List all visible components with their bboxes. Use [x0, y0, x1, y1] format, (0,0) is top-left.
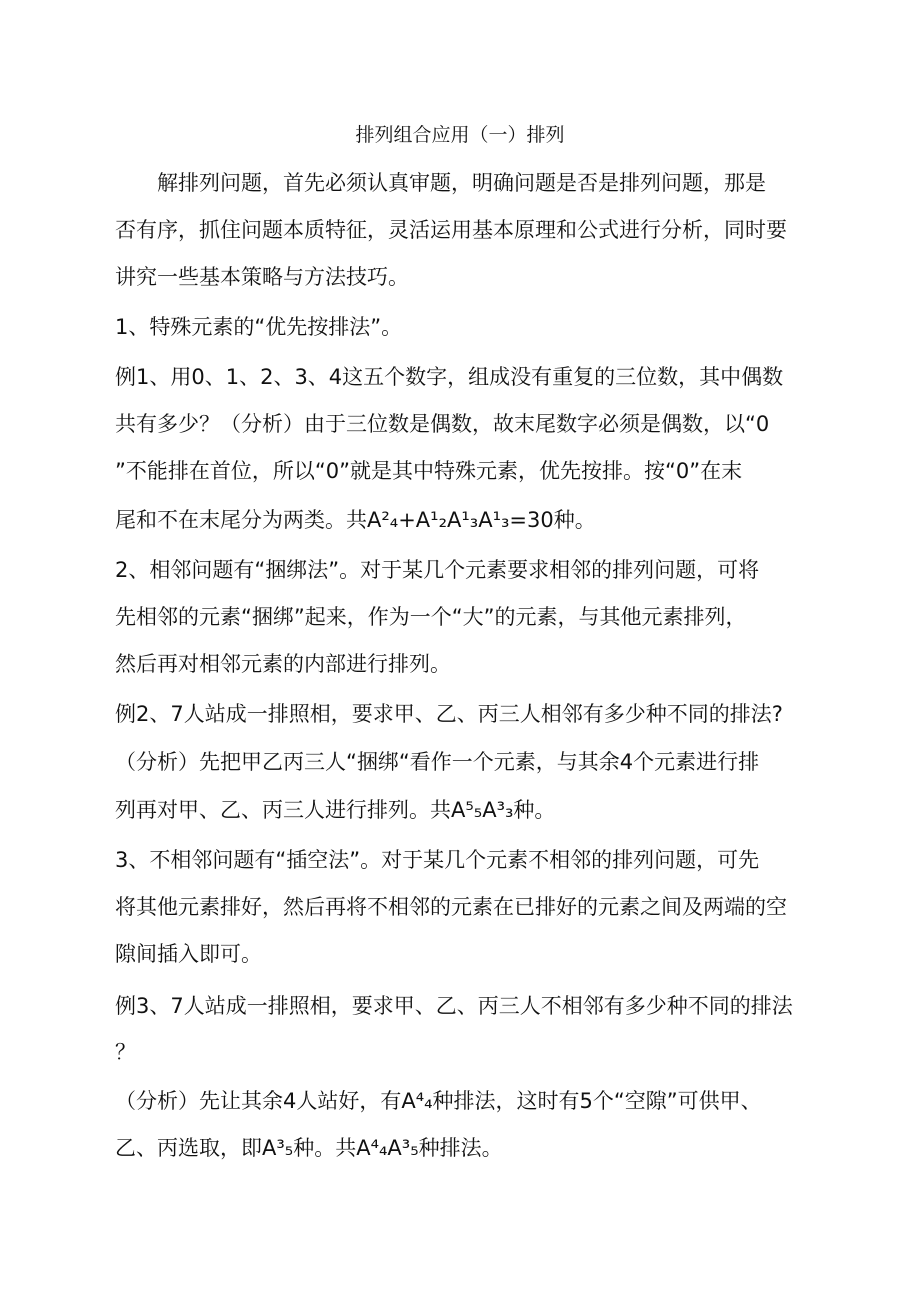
text-line: 例3、7人站成一排照相，要求甲、乙、丙三人不相邻有多少种不同的排法 — [115, 994, 793, 1018]
text-line: ”不能排在首位，所以“0”就是其中特殊元素，优先按排。按“0”在末 — [115, 459, 743, 483]
text-line: （分析）先把甲乙丙三人“捆绑“看作一个元素，与其余4个元素进行排 — [115, 750, 760, 774]
text-line: 讲究一些基本策略与方法技巧。 — [115, 265, 409, 289]
text-line: 先相邻的元素“捆绑”起来，作为一个“大”的元素，与其他元素排列， — [115, 605, 747, 629]
page-title: 排列组合应用（一）排列 — [355, 124, 565, 146]
text-line: 乙、丙选取，即A³₅种。共A⁴₄A³₅种排法。 — [115, 1136, 503, 1160]
text-line: 列再对甲、乙、丙三人进行排列。共A⁵₅A³₃种。 — [115, 798, 556, 822]
text-line: 解排列问题，首先必须认真审题，明确问题是否是排列问题，那是 — [115, 171, 766, 195]
text-line: 共有多少？（分析）由于三位数是偶数，故末尾数字必须是偶数，以“0 — [115, 412, 770, 436]
text-line: ？ — [115, 1040, 136, 1064]
text-line: 否有序，抓住问题本质特征，灵活运用基本原理和公式进行分析，同时要 — [115, 218, 787, 242]
text-line: 隙间插入即可。 — [115, 942, 262, 966]
text-line: 2、相邻问题有“捆绑法”。对于某几个元素要求相邻的排列问题，可将 — [115, 558, 760, 582]
text-line: 例2、7人站成一排照相，要求甲、乙、丙三人相邻有多少种不同的排法? — [115, 702, 783, 726]
text-line: 然后再对相邻元素的内部进行排列。 — [115, 652, 451, 676]
text-line: 例1、用0、1、2、3、4这五个数字，组成没有重复的三位数，其中偶数 — [115, 365, 784, 389]
text-line: 1、特殊元素的“优先按排法”。 — [115, 315, 403, 339]
text-line: 将其他元素排好，然后再将不相邻的元素在已排好的元素之间及两端的空 — [115, 895, 787, 919]
text-line: （分析）先让其余4人站好，有A⁴₄种排法，这时有5个“空隙”可供甲、 — [115, 1089, 762, 1113]
text-line: 尾和不在末尾分为两类。共A²₄+A¹₂A¹₃A¹₃=30种。 — [115, 508, 596, 532]
text-line: 3、不相邻问题有“插空法”。对于某几个元素不相邻的排列问题，可先 — [115, 848, 760, 872]
